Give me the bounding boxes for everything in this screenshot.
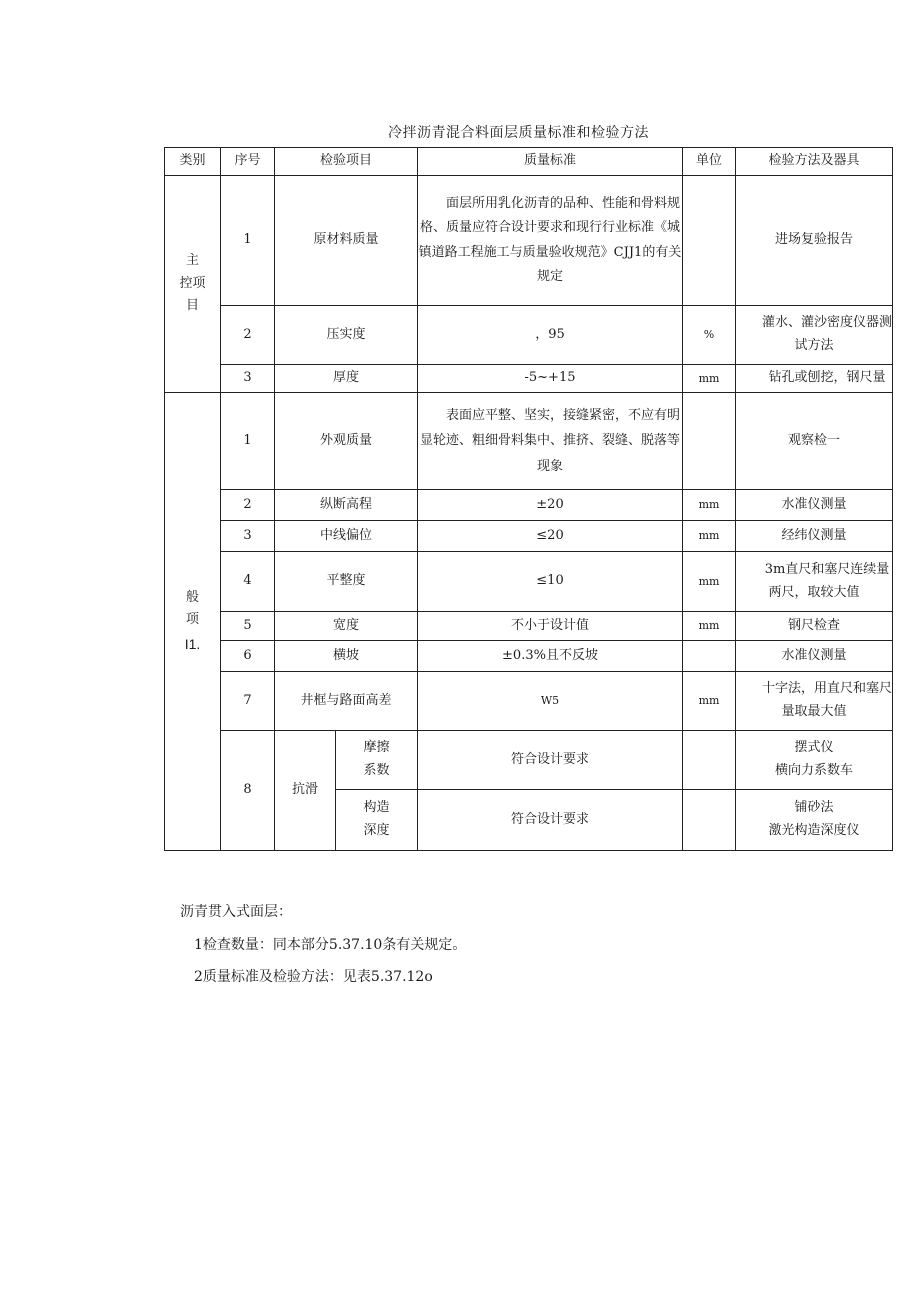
row-standard: ≤20 [418, 521, 683, 552]
row-unit: % [683, 306, 736, 365]
header-unit: 单位 [683, 148, 736, 176]
table-row [165, 176, 893, 306]
row-item: 外观质量 [275, 393, 418, 490]
row-standard: 面层所用乳化沥青的品种、性能和骨料规格、质量应符合设计要求和现行行业标准《城镇道路工程施工与质量验收规范》CJJ1的有关规定 [418, 176, 683, 306]
row-method: 摆式仪 横向力系数车 [736, 731, 893, 790]
row-item: 抗滑 [275, 731, 336, 851]
row-method: 观察检一 [736, 393, 893, 490]
category-main: 主 控项 目 [165, 176, 221, 393]
row-method: 经纬仪测量 [736, 521, 893, 552]
notes-line-1: 1检查数量：同本部分5.37.10条有关规定。 [194, 937, 467, 953]
row-item: 中线偏位 [275, 521, 418, 552]
table-row [165, 641, 893, 672]
row-method: 水准仪测量 [736, 490, 893, 521]
row-no: 6 [221, 641, 275, 672]
notes-line-2: 2质量标准及检验方法：见表5.37.12o [194, 969, 433, 985]
header-standard: 质量标准 [418, 148, 683, 176]
row-standard: 表面应平整、坚实，接缝紧密，不应有明显轮迹、粗细骨料集中、推挤、裂缝、脱落等现象 [418, 393, 683, 490]
row-item: 原材料质量 [275, 176, 418, 306]
row-unit: mm [683, 672, 736, 731]
row-unit: mm [683, 521, 736, 552]
row-method: 铺砂法 激光构造深度仪 [736, 790, 893, 851]
row-unit [683, 393, 736, 490]
row-unit [683, 790, 736, 851]
row-no: 2 [221, 490, 275, 521]
row-no: 1 [221, 176, 275, 306]
row-item: 压实度 [275, 306, 418, 365]
header-row [165, 148, 893, 176]
row-no: 3 [221, 521, 275, 552]
header-category: 类别 [165, 148, 221, 176]
table-row [165, 306, 893, 365]
row-standard: -5~+15 [418, 365, 683, 393]
row-unit: mm [683, 365, 736, 393]
table-row [165, 365, 893, 393]
row-standard: ±0.3%且不反坡 [418, 641, 683, 672]
row-standard: 符合设计要求 [418, 790, 683, 851]
row-method: 进场复验报告 [736, 176, 893, 306]
row-method: 3m直尺和塞尺连续量两尺，取较大值 [736, 552, 893, 612]
row-item: 平整度 [275, 552, 418, 612]
row-standard: ±20 [418, 490, 683, 521]
sub-item-name: 摩擦 系数 [336, 731, 418, 790]
table-row [165, 490, 893, 521]
header-item: 检验项目 [275, 148, 418, 176]
row-method: 灌水、灌沙密度仪器测试方法 [736, 306, 893, 365]
row-no: 3 [221, 365, 275, 393]
row-no: 2 [221, 306, 275, 365]
row-item: 纵断高程 [275, 490, 418, 521]
row-unit: mm [683, 552, 736, 612]
row-unit [683, 176, 736, 306]
row-standard: W5 [418, 672, 683, 731]
row-no: 4 [221, 552, 275, 612]
table-row [165, 393, 893, 490]
sub-item-name: 构造 深度 [336, 790, 418, 851]
row-method: 钻孔或刨挖，钢尺量 [736, 365, 893, 393]
row-method: 十字法，用直尺和塞尺量取最大值 [736, 672, 893, 731]
row-no: 7 [221, 672, 275, 731]
category-general: 般 项 I1. [165, 393, 221, 851]
table-row [165, 612, 893, 641]
row-standard: 符合设计要求 [418, 731, 683, 790]
table-title: 冷拌沥青混合料面层质量标准和检验方法 [388, 125, 649, 141]
row-method: 水准仪测量 [736, 641, 893, 672]
table-row [165, 552, 893, 612]
row-item: 井框与路面高差 [275, 672, 418, 731]
row-standard: ，95 [418, 306, 683, 365]
row-item: 横坡 [275, 641, 418, 672]
row-method: 钢尺检查 [736, 612, 893, 641]
row-item: 宽度 [275, 612, 418, 641]
table-row [165, 731, 893, 790]
row-standard: 不小于设计值 [418, 612, 683, 641]
table-row [165, 521, 893, 552]
notes-heading: 沥青贯入式面层： [180, 904, 292, 920]
row-no: 8 [221, 731, 275, 851]
header-method: 检验方法及器具 [736, 148, 893, 176]
quality-standard-table [164, 147, 893, 851]
row-unit [683, 731, 736, 790]
table-row [165, 672, 893, 731]
row-unit: mm [683, 612, 736, 641]
row-standard: ≤10 [418, 552, 683, 612]
row-item: 厚度 [275, 365, 418, 393]
row-unit: mm [683, 490, 736, 521]
row-no: 5 [221, 612, 275, 641]
header-no: 序号 [221, 148, 275, 176]
row-unit [683, 641, 736, 672]
row-no: 1 [221, 393, 275, 490]
